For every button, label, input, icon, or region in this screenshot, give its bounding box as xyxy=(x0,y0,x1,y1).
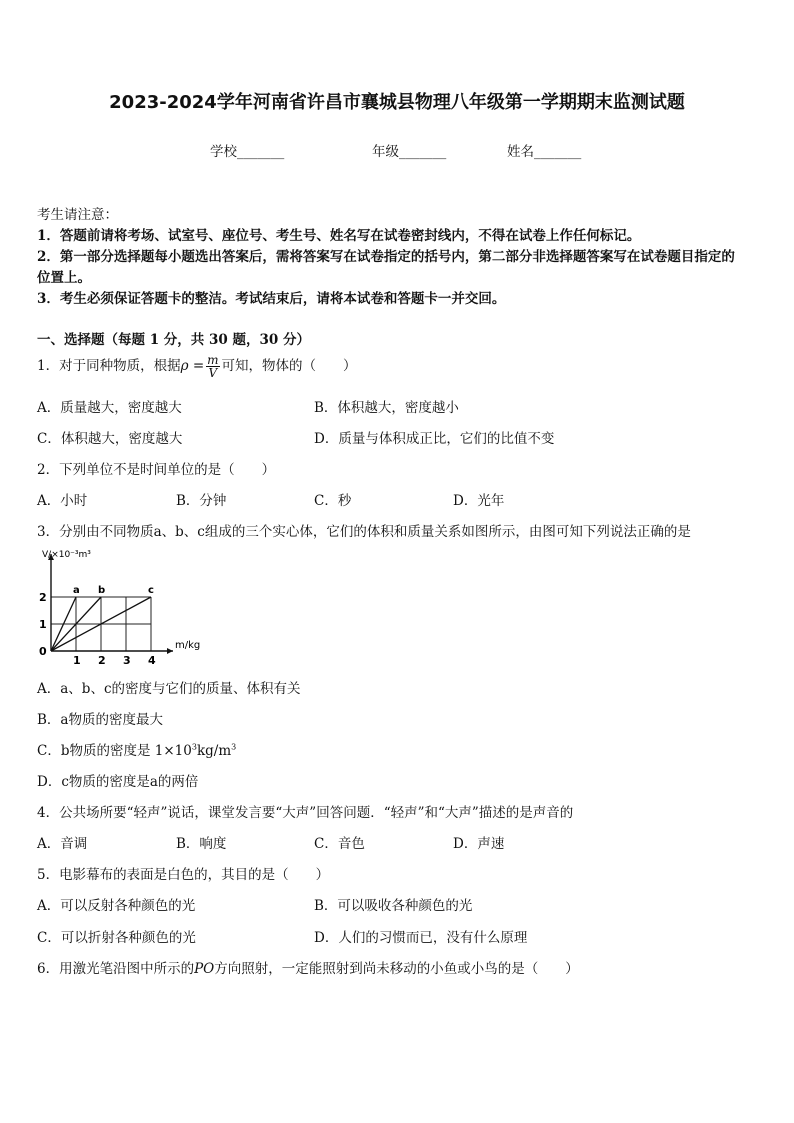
q4-option-d[interactable]: D．声速 xyxy=(453,836,505,852)
q1-prefix: 1．对于同种物质，根据 xyxy=(37,358,181,374)
q3-option-c[interactable] xyxy=(37,739,236,759)
q1-option-c[interactable]: C．体积越大，密度越大 xyxy=(37,431,183,447)
q1-option-a[interactable]: A．质量越大，密度越大 xyxy=(37,400,182,416)
q3-option-c-prefix: C．b物质的密度是 xyxy=(37,743,151,759)
q5-option-b[interactable]: B．可以吸收各种颜色的光 xyxy=(314,898,473,914)
q1-fraction xyxy=(206,354,219,379)
x-axis-label: m/kg xyxy=(175,640,201,651)
q1-option-d[interactable]: D．质量与体积成正比，它们的比值不变 xyxy=(314,431,555,447)
name-label: 姓名 xyxy=(507,144,534,160)
question-4-stem: 4．公共场所要“轻声”说话，课堂发言要“大声”回答问题．“轻声”和“大声”描述的是声音的 xyxy=(37,805,574,821)
q5-option-d[interactable]: D．人们的习惯而已，没有什么原理 xyxy=(314,930,528,946)
q4-option-c[interactable]: C．音色 xyxy=(314,836,365,852)
q2-option-d[interactable]: D．光年 xyxy=(453,493,505,509)
q5-option-a[interactable]: A．可以反射各种颜色的光 xyxy=(37,898,196,914)
x-tick-label: 3 xyxy=(123,654,131,666)
name-field xyxy=(507,140,581,160)
notice-item-1: 1．答题前请将考场、试室号、座位号、考生号、姓名写在试卷密封线内，不得在试卷上作任何标记。 xyxy=(37,228,641,244)
volume-mass-graph xyxy=(33,548,213,666)
school-blank: _______ xyxy=(237,144,285,160)
q4-option-b[interactable]: B．响度 xyxy=(176,836,227,852)
question-2-stem: 2．下列单位不是时间单位的是（ ） xyxy=(37,462,276,478)
q6-po: PO xyxy=(194,961,215,977)
grade-blank: _______ xyxy=(399,144,447,160)
grade-field xyxy=(372,140,446,160)
y-axis-label: V/×10⁻³m³ xyxy=(42,550,91,560)
question-5-stem: 5．电影幕布的表面是白色的，其目的是（ ） xyxy=(37,867,330,883)
series-label-b: b xyxy=(98,585,106,596)
q1-rho: ρ = xyxy=(180,358,205,374)
q1-denominator: V xyxy=(208,366,218,380)
q3-option-d[interactable]: D．c物质的密度是a的两倍 xyxy=(37,774,199,790)
q2-option-c[interactable]: C．秒 xyxy=(314,493,352,509)
x-tick-label: 4 xyxy=(148,654,156,666)
section-heading: 一、选择题（每题 1 分，共 30 题，30 分） xyxy=(37,332,310,348)
school-field xyxy=(210,140,284,160)
y-tick-label: 1 xyxy=(39,618,47,631)
notice-heading: 考生请注意： xyxy=(37,207,118,223)
notice-item-3: 3．考生必须保证答题卡的整洁。考试结束后，请将本试卷和答题卡一并交回。 xyxy=(37,291,506,307)
q2-option-b[interactable]: B．分钟 xyxy=(176,493,227,509)
q6-suffix: 方向照射，一定能照射到尚未移动的小鱼或小鸟的是（ ） xyxy=(214,961,579,977)
x-tick-label: 1 xyxy=(73,654,81,666)
series-label-a: a xyxy=(73,585,80,596)
notice-item-2-cont: 位置上。 xyxy=(37,270,91,286)
exam-title: 2023-2024学年河南省许昌市襄城县物理八年级第一学期期末监测试题 xyxy=(109,92,685,113)
x-axis-arrow-icon xyxy=(167,648,173,654)
y-tick-label: 2 xyxy=(39,591,47,604)
question-3-stem: 3．分别由不同物质a、b、c组成的三个实心体，它们的体积和质量关系如图所示，由图可知下列说法正确的是 xyxy=(37,524,691,540)
q6-prefix: 6．用激光笔沿图中所示的 xyxy=(37,961,195,977)
school-label: 学校 xyxy=(210,144,237,160)
name-blank: _______ xyxy=(534,144,582,160)
question-1-stem xyxy=(37,354,357,379)
q3-option-c-value: $1\times 10^3kg/m^3$ xyxy=(154,742,237,759)
q5-option-c[interactable]: C．可以折射各种颜色的光 xyxy=(37,930,196,946)
notice-item-2: 2．第一部分选择题每小题选出答案后，需将答案写在试卷指定的括号内，第二部分非选择题答案写在试卷题目指定的 xyxy=(37,249,735,265)
question-6-stem xyxy=(37,957,579,977)
q1-numerator: m xyxy=(207,353,219,367)
q3-option-b[interactable]: B．a物质的密度最大 xyxy=(37,712,163,728)
origin-label: 0 xyxy=(39,645,47,658)
series-label-c: c xyxy=(148,585,154,596)
q2-option-a[interactable]: A．小时 xyxy=(37,493,88,509)
grade-label: 年级 xyxy=(372,144,399,160)
q3-option-a[interactable]: A．a、b、c的密度与它们的质量、体积有关 xyxy=(37,681,301,697)
q4-option-a[interactable]: A．音调 xyxy=(37,836,88,852)
q1-suffix: 可知，物体的（ ） xyxy=(221,358,357,374)
q1-option-b[interactable]: B．体积越大，密度越小 xyxy=(314,400,459,416)
x-tick-label: 2 xyxy=(98,654,106,666)
